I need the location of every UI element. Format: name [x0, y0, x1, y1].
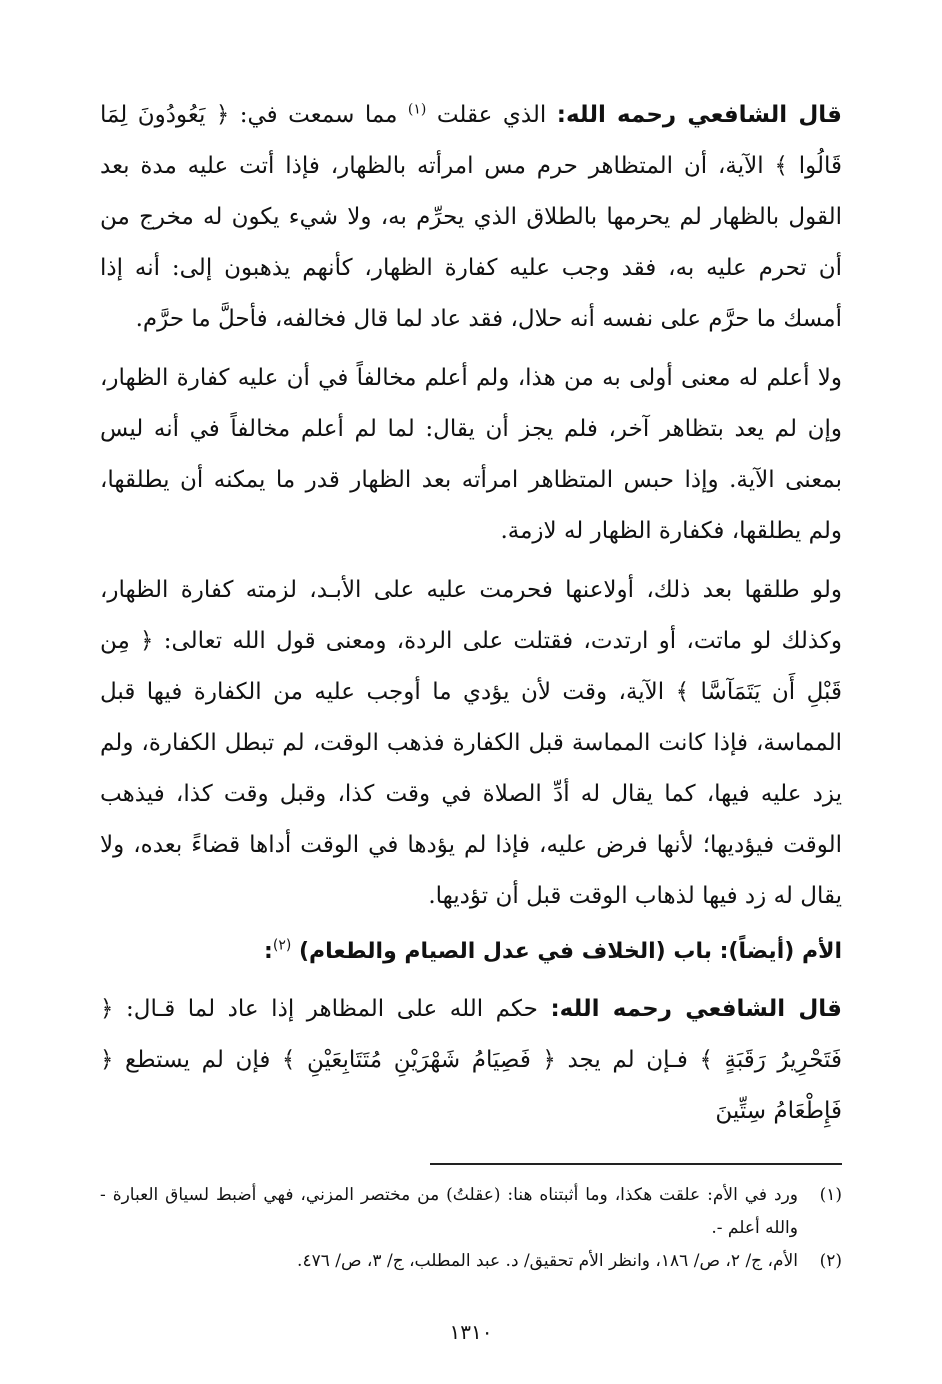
book-page — [100, 90, 842, 1344]
footnote-2 — [100, 1245, 842, 1278]
footnote-reference-1[interactable]: (١) — [407, 101, 427, 118]
footnote-number: (٢) — [819, 1251, 842, 1271]
footnote-text: ورد في الأم: علقت هكذا، وما أثبتناه هنا: (عقلتُ) من مختصر المزني، فهي أضبط لسياق العبارة - والله أعلم -. — [100, 1185, 798, 1238]
speaker-attribution: قال الشافعي رحمه الله: — [550, 996, 842, 1022]
footnote-number: (١) — [819, 1185, 842, 1205]
paragraph-2: ولا أعلم له معنى أولى به من هذا، ولم أعلم مخالفاً في أن عليه كفارة الظهار، وإن لم يعد بتظاهر آخر، فلم يجز أن يقال: لما لم أعلم مخالفاً في أنه ليس بمعنى الآية. وإذا حبس المتظاهر امرأته بعد الظهار قدر ما يمكنه أن يطلقها، ولم يطلقها، فكفارة الظهار له لازمة. — [100, 365, 842, 544]
speaker-attribution: قال الشافعي رحمه الله: — [556, 102, 842, 128]
paragraph-text: الذي عقلت — [426, 102, 557, 128]
footnotes — [100, 1179, 842, 1278]
paragraph-text: حكم الله على المظاهر إذا عاد لما قـال: ﴿ فَتَحْرِيرُ رَقَبَةٍ ﴾ فـإن لم يجد ﴿ فَصِيَامُ شَهْرَيْنِ مُتَتَابِعَيْنِ ﴾ فإن لم يستطع ﴿ فَإِطْعَامُ سِتِّينَ — [100, 996, 842, 1124]
footnote-1 — [100, 1179, 842, 1245]
paragraph-text: مما سمعت في: ﴿ يَعُودُونَ لِمَا قَالُوا ﴾ الآية، أن المتظاهر حرم مس امرأته بالظهار، فإذا أتت عليه مدة بعد القول بالظهار لم يحرمها بالطلاق الذي يحرِّم به، ولا شيء يكون له مخرج من أن تحرم عليه به، فقد وجب عليه كفارة الظهار، كأنهم يذهبون إلى: أنه إذا أمسك ما حرَّم على نفسه أنه حلال، فقد عاد لما قال فخالفه، فأحلَّ ما حرَّم. — [100, 102, 842, 332]
paragraph-4 — [100, 984, 842, 1137]
page-number: ١٣١٠ — [449, 1320, 493, 1344]
footnote-reference-2[interactable]: (٢) — [272, 937, 292, 954]
footnote-separator — [430, 1163, 842, 1165]
heading-colon: : — [264, 939, 273, 964]
section-heading — [100, 932, 842, 972]
footnote-text: الأم، ج/ ٢، ص/ ١٨٦، وانظر الأم تحقيق/ د. عبد المطلب، ج/ ٣، ص/ ٤٧٦. — [297, 1251, 798, 1271]
section-heading-text: الأم (أيضاً): باب (الخلاف في عدل الصيام والطعام) — [298, 939, 842, 964]
paragraph-1 — [100, 90, 842, 345]
paragraph-3: ولو طلقها بعد ذلك، أولاعنها فحرمت عليه على الأبـد، لزمته كفارة الظهار، وكذلك لو ماتت، أو ارتدت، فقتلت على الردة، ومعنى قول الله تعالى: ﴿ مِن قَبْلِ أَن يَتَمَآسَّا ﴾ الآية، وقت لأن يؤدي ما أوجب عليه من الكفارة فيها قبل المماسة، فإذا كانت المماسة قبل الكفارة فذهب الوقت، لم تبطل الكفارة، ولم يزد عليه فيها، كما يقال له أدِّ الصلاة في وقت كذا، وقبل وقت كذا، فيذهب الوقت فيؤديها؛ لأنها فرض عليه، فإذا لم يؤدها في الوقت أداها قضاءً بعده، ولا يقال له زد فيها لذهاب الوقت قبل أن تؤديها. — [100, 577, 842, 909]
